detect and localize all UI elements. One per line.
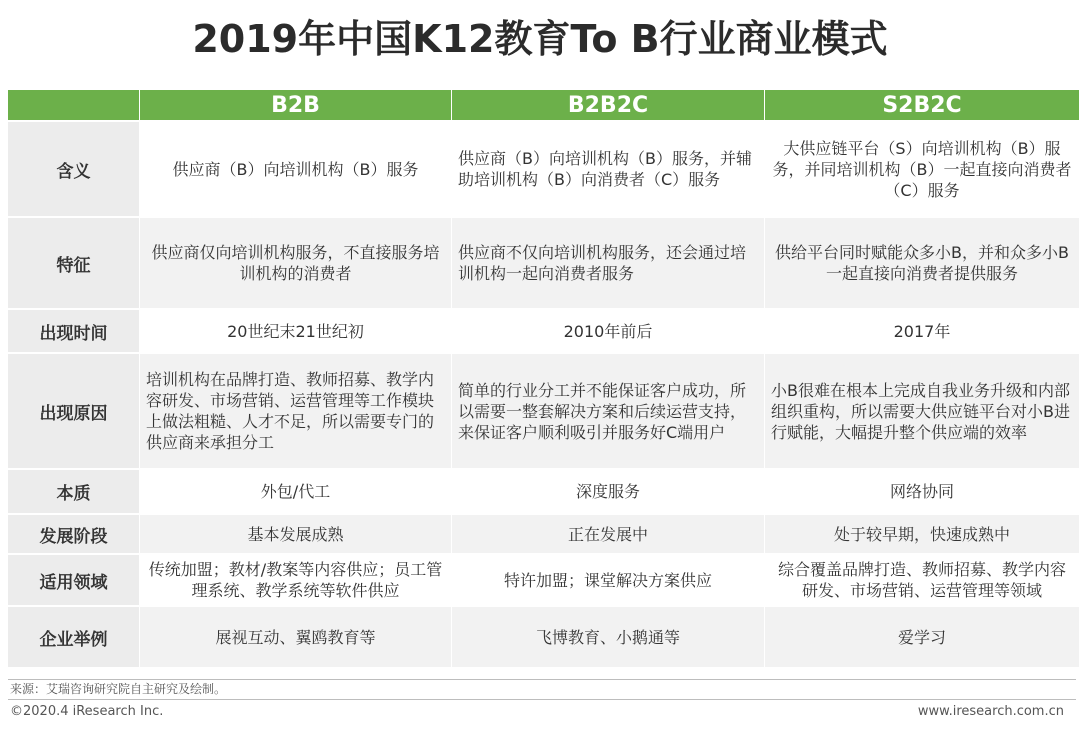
table-cell: 展视互动、翼鸥教育等 <box>140 607 451 667</box>
footer-divider <box>8 699 1076 700</box>
table-cell: 深度服务 <box>452 470 764 513</box>
table-cell: 2010年前后 <box>452 310 764 352</box>
table-cell: 2017年 <box>765 310 1079 352</box>
table-cell: 供应商仅向培训机构服务，不直接服务培训机构的消费者 <box>140 218 451 308</box>
table-cell: 正在发展中 <box>452 515 764 553</box>
table-cell: 培训机构在品牌打造、教师招募、教学内容研发、市场营销、运营管理等工作模块上做法粗糙、人才不足，所以需要专门的供应商来承担分工 <box>140 354 451 468</box>
source-note: 来源：艾瑞咨询研究院自主研究及绘制。 <box>10 682 227 696</box>
table-cell: 供应商（B）向培训机构（B）服务，并辅助培训机构（B）向消费者（C）服务 <box>452 122 764 216</box>
table-cell: 小B很难在根本上完成自我业务升级和内部组织重构，所以需要大供应链平台对小B进行赋能，大幅提升整个供应端的效率 <box>765 354 1079 468</box>
table-cell: 基本发展成熟 <box>140 515 451 553</box>
row-label-stage: 发展阶段 <box>8 515 139 553</box>
row-label-reason: 出现原因 <box>8 354 139 468</box>
row-label-essence: 本质 <box>8 470 139 513</box>
table-cell: 供给平台同时赋能众多小B，并和众多小B一起直接向消费者提供服务 <box>765 218 1079 308</box>
table-cell: 飞博教育、小鹅通等 <box>452 607 764 667</box>
table-cell: 综合覆盖品牌打造、教师招募、教学内容研发、市场营销、运营管理等领域 <box>765 555 1079 605</box>
copyright-text: ©2020.4 iResearch Inc. <box>10 704 164 719</box>
table-cell: 大供应链平台（S）向培训机构（B）服务，并同培训机构（B）一起直接向消费者（C）服务 <box>765 122 1079 216</box>
table-cell: 20世纪末21世纪初 <box>140 310 451 352</box>
row-label-domain: 适用领域 <box>8 555 139 605</box>
table-cell: 外包/代工 <box>140 470 451 513</box>
row-label-meaning: 含义 <box>8 122 139 216</box>
row-label-examples: 企业举例 <box>8 607 139 667</box>
row-label-feature: 特征 <box>8 218 139 308</box>
table-cell: 特许加盟；课堂解决方案供应 <box>452 555 764 605</box>
column-header-b2b: B2B <box>140 90 451 120</box>
page-title: 2019年中国K12教育To B行业商业模式 <box>192 17 888 61</box>
website-text: www.iresearch.com.cn <box>917 704 1064 719</box>
header-corner <box>8 90 139 120</box>
business-model-table <box>8 90 1076 667</box>
row-label-time: 出现时间 <box>8 310 139 352</box>
table-cell: 简单的行业分工并不能保证客户成功，所以需要一整套解决方案和后续运营支持，来保证客户顺利吸引并服务好C端用户 <box>452 354 764 468</box>
table-cell: 网络协同 <box>765 470 1079 513</box>
table-cell: 供应商（B）向培训机构（B）服务 <box>140 122 451 216</box>
table-cell: 爱学习 <box>765 607 1079 667</box>
column-header-s2b2c: S2B2C <box>765 90 1079 120</box>
column-header-b2b2c: B2B2C <box>452 90 764 120</box>
table-cell: 传统加盟；教材/教案等内容供应；员工管理系统、教学系统等软件供应 <box>140 555 451 605</box>
table-cell: 处于较早期，快速成熟中 <box>765 515 1079 553</box>
table-cell: 供应商不仅向培训机构服务，还会通过培训机构一起向消费者服务 <box>452 218 764 308</box>
